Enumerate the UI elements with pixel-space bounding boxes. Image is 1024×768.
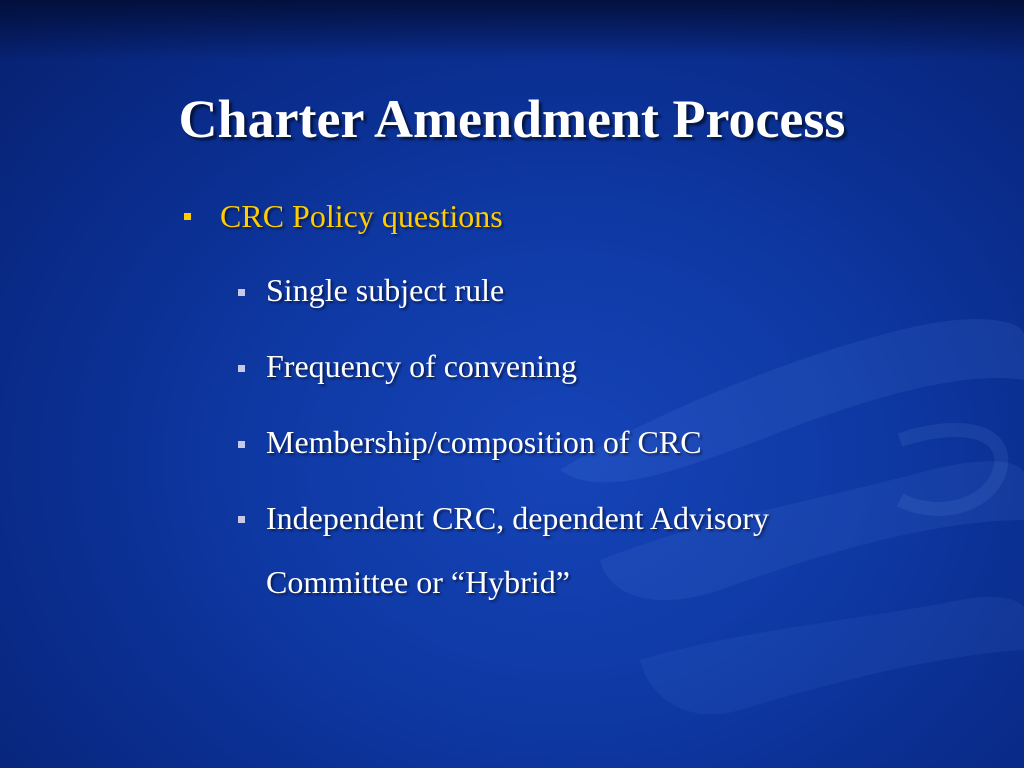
square-bullet-icon <box>232 422 266 462</box>
sub-bullet-text: Membership/composition of CRC <box>266 424 702 460</box>
sub-bullet-item <box>232 346 940 386</box>
bullet-level1-text: CRC Policy questions <box>220 198 503 234</box>
sub-bullet-item <box>232 486 940 614</box>
square-bullet-icon <box>232 346 266 386</box>
sub-bullet-text: Single subject rule <box>266 272 505 308</box>
sub-bullet-text: Independent CRC, dependent Advisory Committee or “Hybrid” <box>266 500 770 600</box>
bullet-list <box>180 196 940 650</box>
sub-bullet-list <box>180 270 940 614</box>
sub-bullet-text: Frequency of convening <box>266 348 578 384</box>
sub-bullet-item <box>232 270 940 310</box>
square-bullet-icon <box>232 270 266 310</box>
square-bullet-icon <box>232 486 266 550</box>
slide-title: Charter Amendment Process <box>178 89 846 149</box>
sub-bullet-item <box>232 422 940 462</box>
bullet-level1 <box>180 196 940 236</box>
